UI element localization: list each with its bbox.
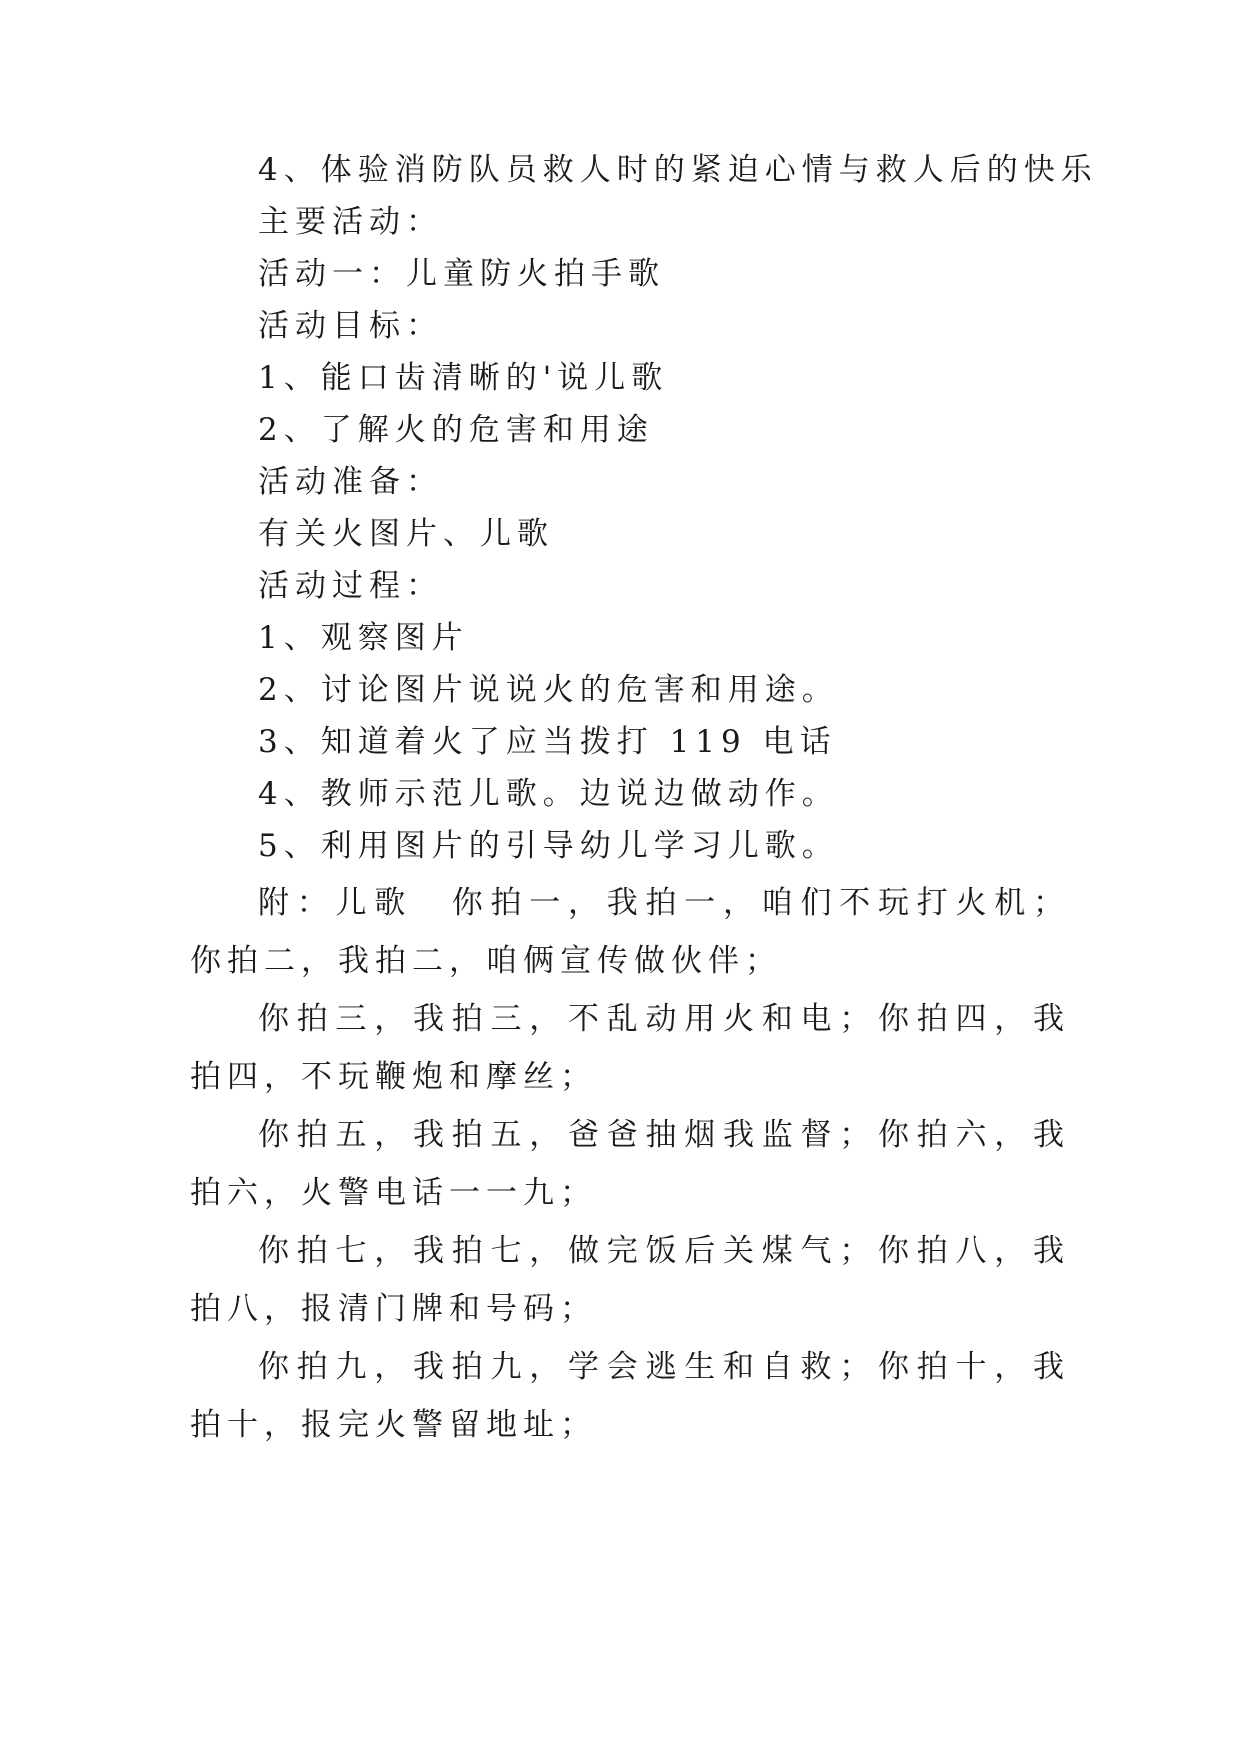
text-line: 活动过程：: [258, 568, 443, 604]
text-line: 1、观察图片: [258, 620, 469, 656]
text-line: 主要活动：: [258, 204, 443, 240]
text-line: 活动一：儿童防火拍手歌: [258, 256, 665, 292]
rhyme-paragraph: 附：儿歌 你拍一，我拍一，咱们不玩打火机；你拍二，我拍二，咱俩宣传做伙伴；: [190, 885, 1070, 979]
text-line: 4、教师示范儿歌。边说边做动作。: [258, 776, 839, 812]
rhyme-paragraph: 你拍七，我拍七，做完饭后关煤气；你拍八，我拍八，报清门牌和号码；: [190, 1233, 1070, 1327]
text-line: 2、讨论图片说说火的危害和用途。: [258, 672, 839, 708]
text-line: 活动目标：: [258, 308, 443, 344]
text-line: 5、利用图片的引导幼儿学习儿歌。: [258, 828, 839, 864]
text-line: 4、体验消防队员救人时的紧迫心情与救人后的快乐: [258, 152, 1098, 188]
text-line: 3、知道着火了应当拨打 119 电话: [258, 724, 837, 760]
text-line: 2、了解火的危害和用途: [258, 412, 654, 448]
text-line: 有关火图片、儿歌: [258, 516, 554, 552]
rhyme-paragraph: 你拍三，我拍三，不乱动用火和电；你拍四，我拍四，不玩鞭炮和摩丝；: [190, 1001, 1070, 1095]
rhyme-paragraph: 你拍九，我拍九，学会逃生和自救；你拍十，我拍十，报完火警留地址；: [190, 1349, 1070, 1443]
rhyme-paragraph: 你拍五，我拍五，爸爸抽烟我监督；你拍六，我拍六，火警电话一一九；: [190, 1117, 1070, 1211]
text-line: 活动准备：: [258, 464, 443, 500]
text-line: 1、能口齿清晰的'说儿歌: [258, 360, 669, 396]
